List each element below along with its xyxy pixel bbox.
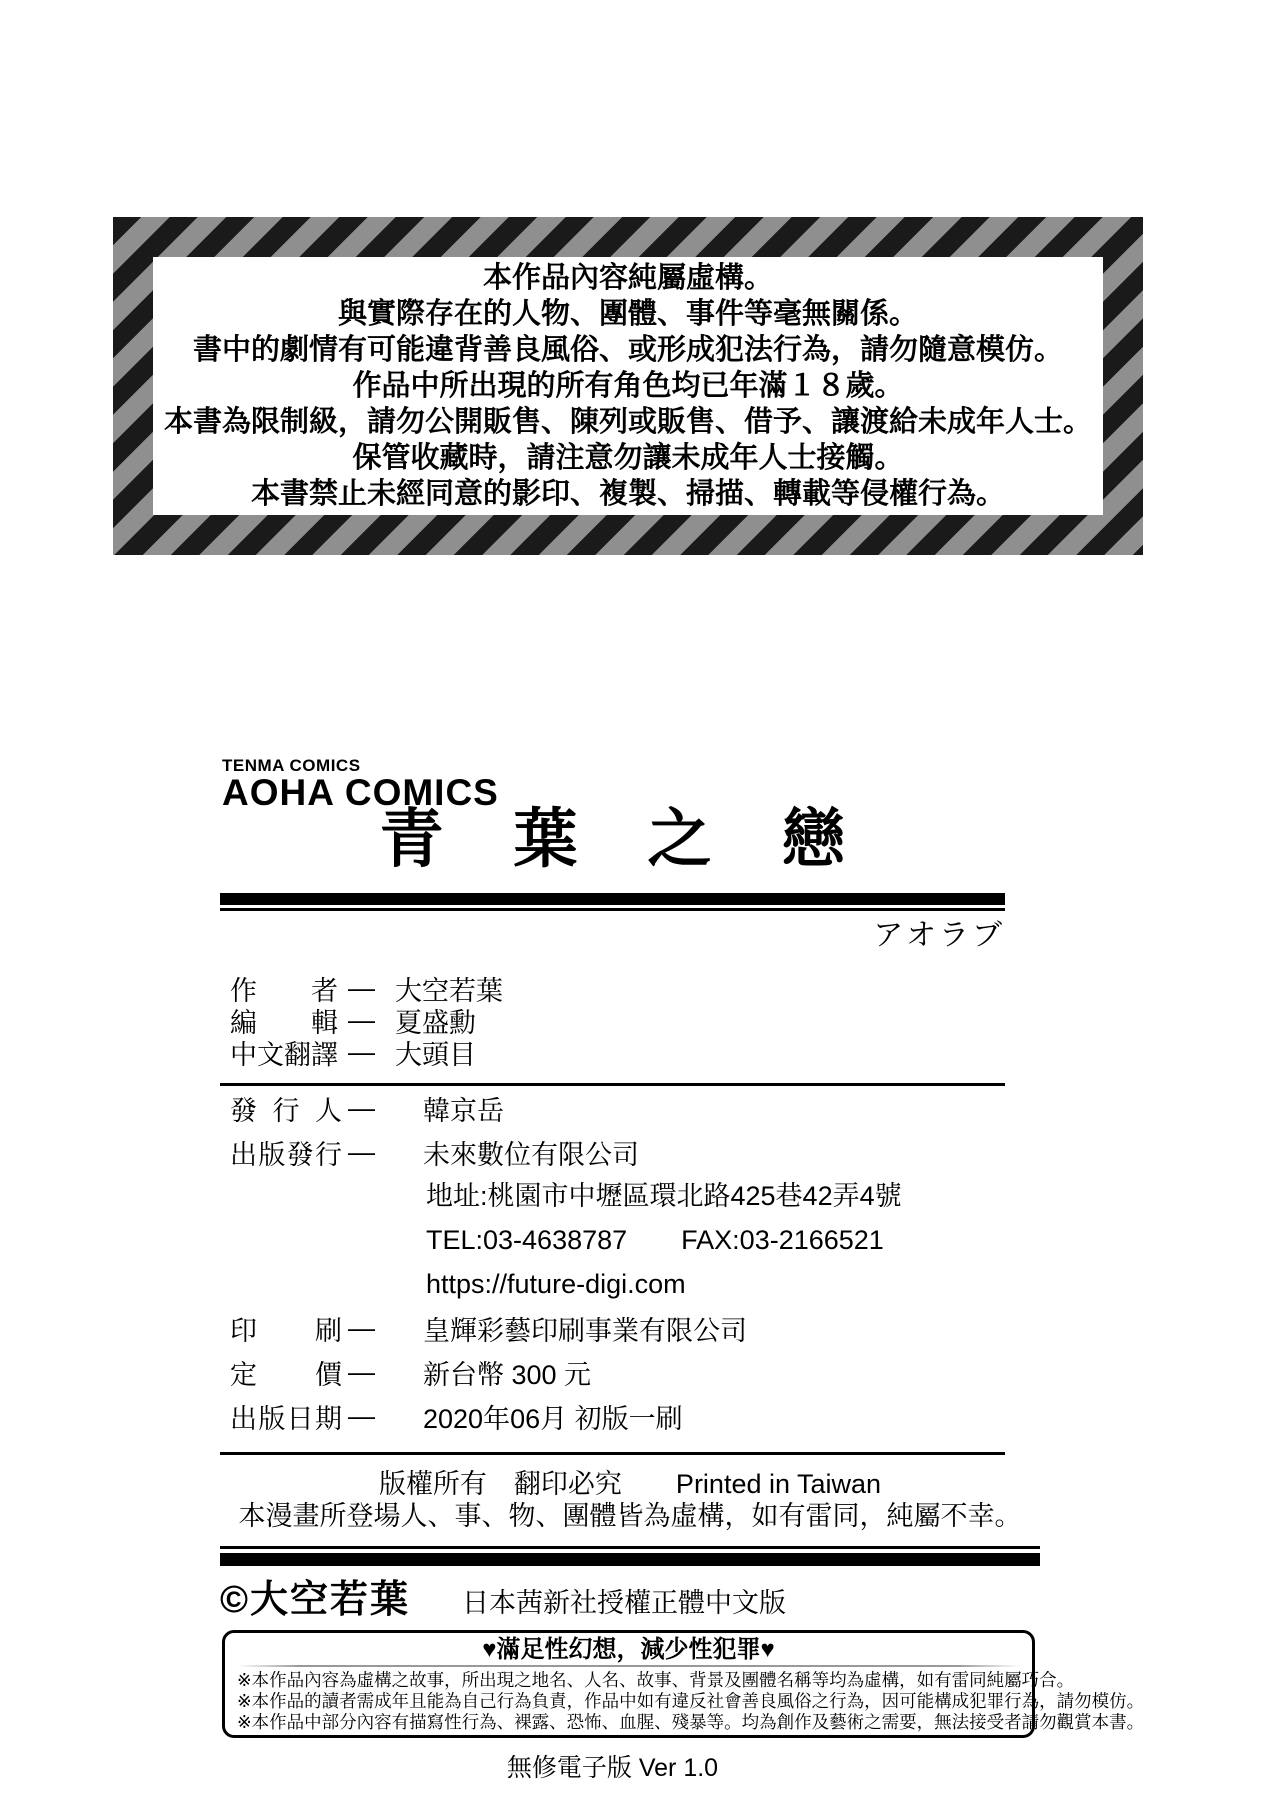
credit-row: [230, 1036, 503, 1068]
colophon-value: 新台幣 300 元: [423, 1359, 592, 1390]
colophon-label: 出版發行: [230, 1139, 342, 1170]
title-block: [220, 803, 1005, 953]
license-row: [220, 1578, 1040, 1622]
colophon-label: 印刷: [230, 1315, 342, 1346]
colophon-label: 定價: [230, 1359, 342, 1390]
colophon-row: [230, 1350, 902, 1394]
imprint-top-label: TENMA COMICS: [222, 756, 361, 775]
notice-title: ♥滿足性幻想，減少性犯罪♥: [482, 1636, 775, 1663]
copyright-author: ©大空若葉: [220, 1579, 410, 1621]
warning-line: 保管收藏時，請注意勿讓未成年人士接觸。: [352, 442, 904, 474]
credit-value: 大頭目: [395, 1039, 476, 1070]
credit-value: 夏盛勳: [395, 1007, 476, 1038]
notice-line: ※本作品內容為虛構之故事，所出現之地名、人名、故事、背景及團體名稱等均為虛構，如有雷同純屬巧合。: [237, 1670, 1075, 1690]
colophon-dash: —: [348, 1400, 375, 1431]
book-title: 青葉之戀: [379, 803, 916, 875]
notice-divider: [237, 1665, 1020, 1667]
warning-line: 書中的劇情有可能違背善良風俗、或形成犯法行為，請勿隨意模仿。: [192, 334, 1063, 366]
copyright-block: [220, 1468, 1040, 1622]
notice-line: ※本作品的讀者需成年且能為自己行為負責，作品中如有違反社會善良風俗之行為，因可能構成犯罪行為，請勿模仿。: [237, 1691, 1145, 1711]
title-rule-thin: [220, 908, 1005, 911]
publisher-url: https://future-digi.com: [426, 1269, 686, 1299]
credit-label: 編輯: [230, 1007, 338, 1038]
section-divider: [220, 1452, 1005, 1455]
notice-box: [222, 1630, 1145, 1738]
credit-dash: —: [348, 1036, 375, 1067]
warning-line: 本作品內容純屬虛構。: [482, 262, 773, 294]
version-footer: 無修電子版 Ver 1.0: [506, 1754, 719, 1782]
colophon-dash: —: [348, 1136, 375, 1167]
publisher-phone: TEL:03-4638787 FAX:03-2166521: [426, 1225, 884, 1255]
publisher-address: 地址:桃園市中壢區環北路425巷42弄4號: [426, 1181, 902, 1211]
colophon-dash: —: [348, 1092, 375, 1123]
colophon: [230, 1086, 902, 1438]
credit-dash: —: [348, 1004, 375, 1035]
rights-line: 版權所有 翻印必究 Printed in Taiwan: [378, 1469, 882, 1499]
warning-line: 作品中所出現的所有角色均已年滿１８歲。: [352, 370, 904, 402]
warning-line: 本書為限制級，請勿公開販售、陳列或販售、借予、讓渡給未成年人士。: [163, 406, 1092, 438]
warning-line: 與實際存在的人物、團體、事件等毫無關係。: [337, 298, 918, 330]
title-kana: アオラブ: [873, 919, 1005, 952]
colophon-value: 韓京岳: [423, 1095, 504, 1126]
credit-dash: —: [348, 972, 375, 1003]
colophon-row: [230, 1130, 902, 1174]
fiction-disclaimer: 本漫畫所登場人、事、物、團體皆為虛構，如有雷同，純屬不幸。: [238, 1501, 1022, 1531]
imprint-logo: [222, 756, 499, 813]
credit-row: [230, 972, 503, 1004]
content-warning-inner: [153, 257, 1103, 515]
colophon-label: 出版日期: [230, 1403, 342, 1434]
notice-line: ※本作品中部分內容有描寫性行為、裸露、恐怖、血腥、殘暴等。均為創作及藝術之需要，無法接受者請勿觀賞本書。: [237, 1712, 1145, 1732]
credit-value: 大空若葉: [395, 975, 503, 1006]
title-rule-thick: [220, 893, 1005, 905]
colophon-label: 發行人: [230, 1095, 342, 1126]
colophon-value: 2020年06月 初版一刷: [423, 1403, 683, 1434]
credit-row: [230, 1004, 503, 1036]
staff-credits: [230, 972, 503, 1068]
warning-line: 本書禁止未經同意的影印、複製、掃描、轉載等侵權行為。: [250, 478, 1005, 510]
imprint-main-label: AOHA COMICS: [222, 772, 499, 813]
copyright-rule-thin: [220, 1546, 1040, 1549]
license-text: 日本茜新社授權正體中文版: [462, 1588, 786, 1618]
colophon-row: [230, 1394, 902, 1438]
credit-label: 中文翻譯: [230, 1039, 338, 1070]
credit-label: 作者: [230, 975, 338, 1006]
colophon-value: 未來數位有限公司: [423, 1139, 639, 1170]
colophon-value: 皇輝彩藝印刷事業有限公司: [423, 1315, 747, 1346]
colophon-dash: —: [348, 1356, 375, 1387]
colophon-row: [230, 1086, 902, 1130]
copyright-rule-thick: [220, 1553, 1040, 1566]
colophon-dash: —: [348, 1312, 375, 1343]
content-warning-box: [113, 217, 1143, 555]
colophon-row: [230, 1306, 902, 1350]
